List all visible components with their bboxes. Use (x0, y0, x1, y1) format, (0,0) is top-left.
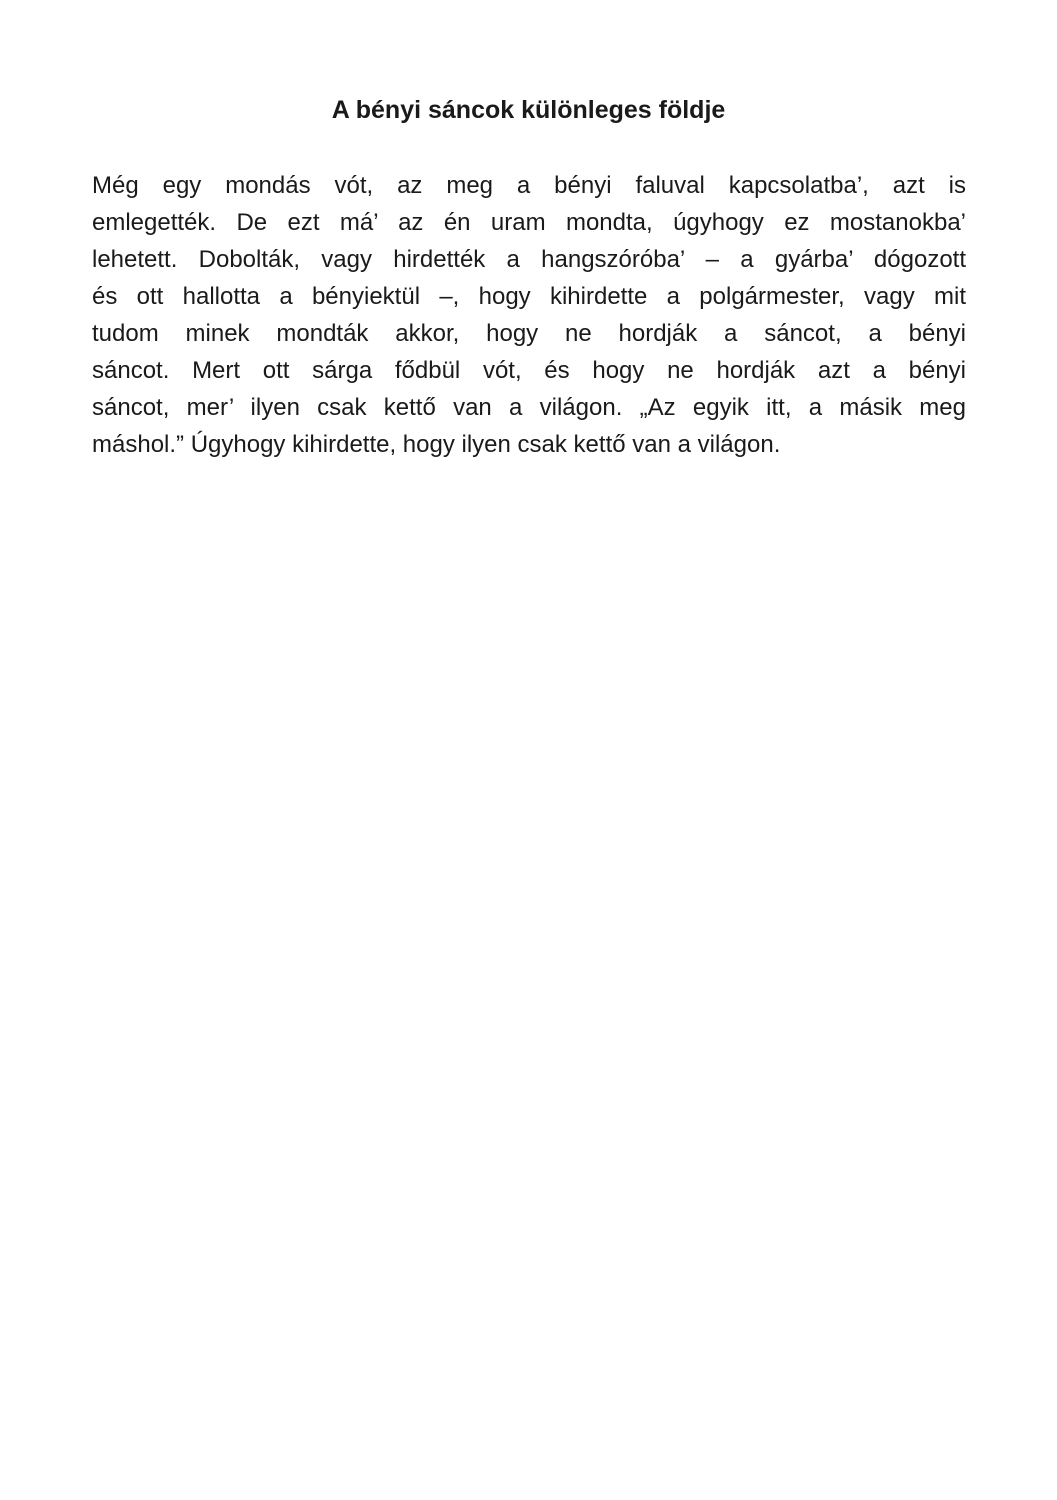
paragraph-line: sáncot, mer’ ilyen csak kettő van a világon. „Az egyik itt, a másik meg (92, 394, 966, 421)
body-paragraph (92, 167, 966, 463)
paragraph-line: lehetett. Dobolták, vagy hirdették a hangszóróba’ – a gyárba’ dógozott (92, 246, 966, 273)
paragraph-line: tudom minek mondták akkor, hogy ne hordják a sáncot, a bényi (92, 320, 966, 347)
paragraph-line: máshol.” Úgyhogy kihirdette, hogy ilyen csak kettő van a világon. (92, 431, 781, 458)
paragraph-line: sáncot. Mert ott sárga fődbül vót, és hogy ne hordják azt a bényi (92, 357, 966, 384)
paragraph-line: Még egy mondás vót, az meg a bényi faluval kapcsolatba’, azt is (92, 172, 966, 199)
paragraph-line: és ott hallotta a bényiektül –, hogy kihirdette a polgármester, vagy mit (92, 283, 966, 310)
paragraph-line: emlegették. De ezt má’ az én uram mondta, úgyhogy ez mostanokba’ (92, 209, 966, 236)
document-title: A bényi sáncok különleges földje (331, 96, 726, 124)
